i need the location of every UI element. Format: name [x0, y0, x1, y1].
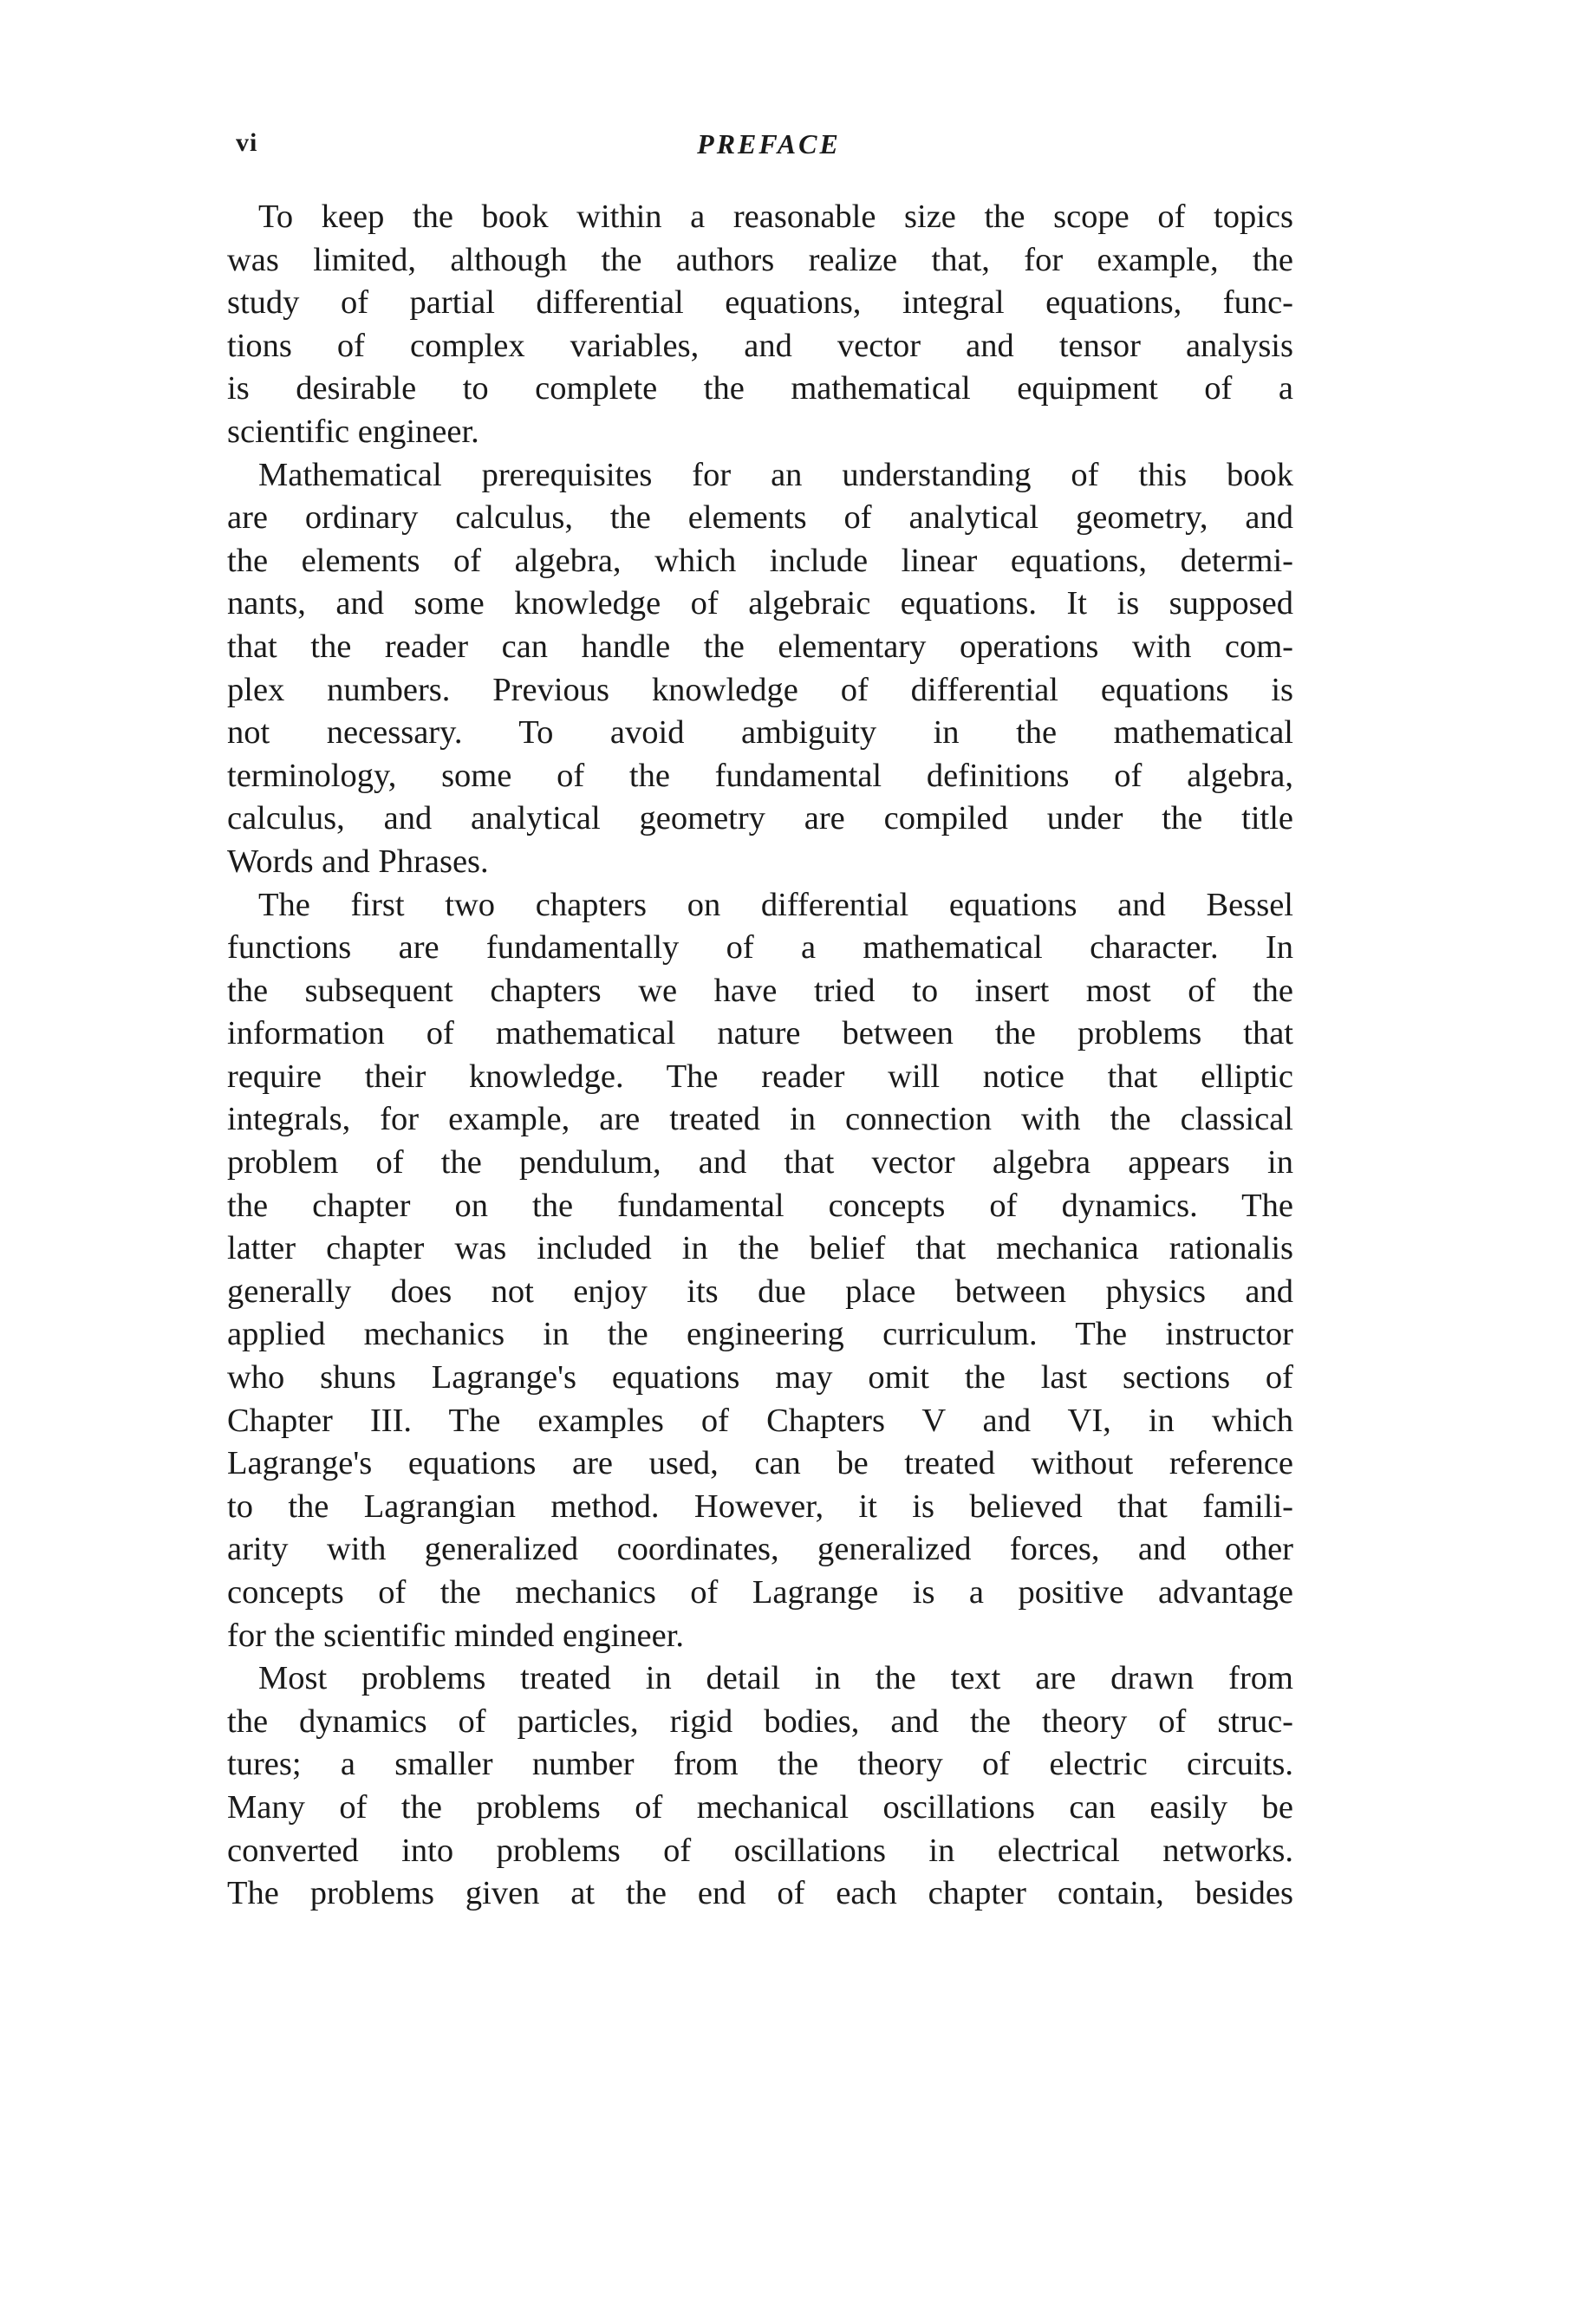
page-header [236, 128, 1302, 172]
text-line: terminology, some of the fundamental definitions of algebra, [227, 757, 1293, 794]
text-line: integrals, for example, are treated in connection with the classical [227, 1101, 1293, 1138]
text-line: latter chapter was included in the belief that mechanica rationalis [227, 1230, 1293, 1267]
paragraph-chapters [227, 884, 1293, 1658]
text-line: scientific engineer. [227, 413, 479, 450]
text-line: To keep the book within a reasonable size the scope of topics [258, 199, 1293, 235]
running-head: PREFACE [697, 128, 841, 159]
text-line: study of partial differential equations, integral equations, func- [227, 284, 1293, 322]
text-line: Chapter III. The examples of Chapters V and VI, in which [227, 1402, 1293, 1439]
text-line: The problems given at the end of each chapter contain, besides [227, 1875, 1293, 1912]
text-line: to the Lagrangian method. However, it is believed that famili- [227, 1487, 1293, 1525]
text-line: the subsequent chapters we have tried to insert most of the [227, 972, 1293, 1009]
text-line: tions of complex variables, and vector and tensor analysis [227, 327, 1293, 364]
text-line: is desirable to complete the mathematical equipment of a [227, 370, 1293, 407]
text-line: Words and Phrases. [227, 843, 489, 880]
text-line: applied mechanics in the engineering curriculum. The instructor [227, 1316, 1293, 1353]
text-line: Lagrange's equations are used, can be treated without reference [227, 1445, 1293, 1482]
paragraph-scope [227, 196, 1293, 454]
text-line: Mathematical prerequisites for an understanding of this book [258, 456, 1293, 493]
text-line: functions are fundamentally of a mathematical character. In [227, 929, 1293, 967]
text-line: arity with generalized coordinates, generalized forces, and other [227, 1531, 1293, 1568]
text-line: concepts of the mechanics of Lagrange is a positive advantage [227, 1574, 1293, 1611]
text-line: Most problems treated in detail in the text are drawn from [258, 1660, 1293, 1697]
paragraph-prerequisites [227, 454, 1293, 884]
text-line: tures; a smaller number from the theory of electric circuits. [227, 1746, 1293, 1783]
paragraph-problems [227, 1657, 1293, 1916]
text-line: that the reader can handle the elementary operations with com- [227, 628, 1293, 665]
page-number: vi [236, 128, 258, 157]
text-line: are ordinary calculus, the elements of analytical geometry, and [227, 499, 1293, 537]
text-line: information of mathematical nature between the problems that [227, 1015, 1293, 1052]
text-line: who shuns Lagrange's equations may omit the last sections of [227, 1359, 1293, 1396]
text-line: the elements of algebra, which include linear equations, determi- [227, 542, 1293, 579]
text-line: problem of the pendulum, and that vector algebra appears in [227, 1144, 1293, 1182]
text-line: nants, and some knowledge of algebraic equations. It is supposed [227, 585, 1293, 622]
text-line: calculus, and analytical geometry are compiled under the title [227, 800, 1293, 837]
text-line: converted into problems of oscillations in electrical networks. [227, 1832, 1293, 1869]
text-line: require their knowledge. The reader will notice that elliptic [227, 1058, 1293, 1095]
text-line: Many of the problems of mechanical oscillations can easily be [227, 1788, 1293, 1826]
text-line: the dynamics of particles, rigid bodies, and the theory of struc- [227, 1702, 1293, 1740]
text-line: The first two chapters on differential equations and Bessel [258, 886, 1293, 923]
text-line: not necessary. To avoid ambiguity in the mathematical [227, 714, 1293, 752]
body-text [227, 196, 1293, 1916]
text-line: plex numbers. Previous knowledge of differential equations is [227, 671, 1293, 708]
text-line: the chapter on the fundamental concepts of dynamics. The [227, 1187, 1293, 1224]
text-line: was limited, although the authors realize that, for example, the [227, 241, 1293, 278]
text-line: for the scientific minded engineer. [227, 1617, 685, 1654]
text-line: generally does not enjoy its due place between physics and [227, 1273, 1293, 1310]
